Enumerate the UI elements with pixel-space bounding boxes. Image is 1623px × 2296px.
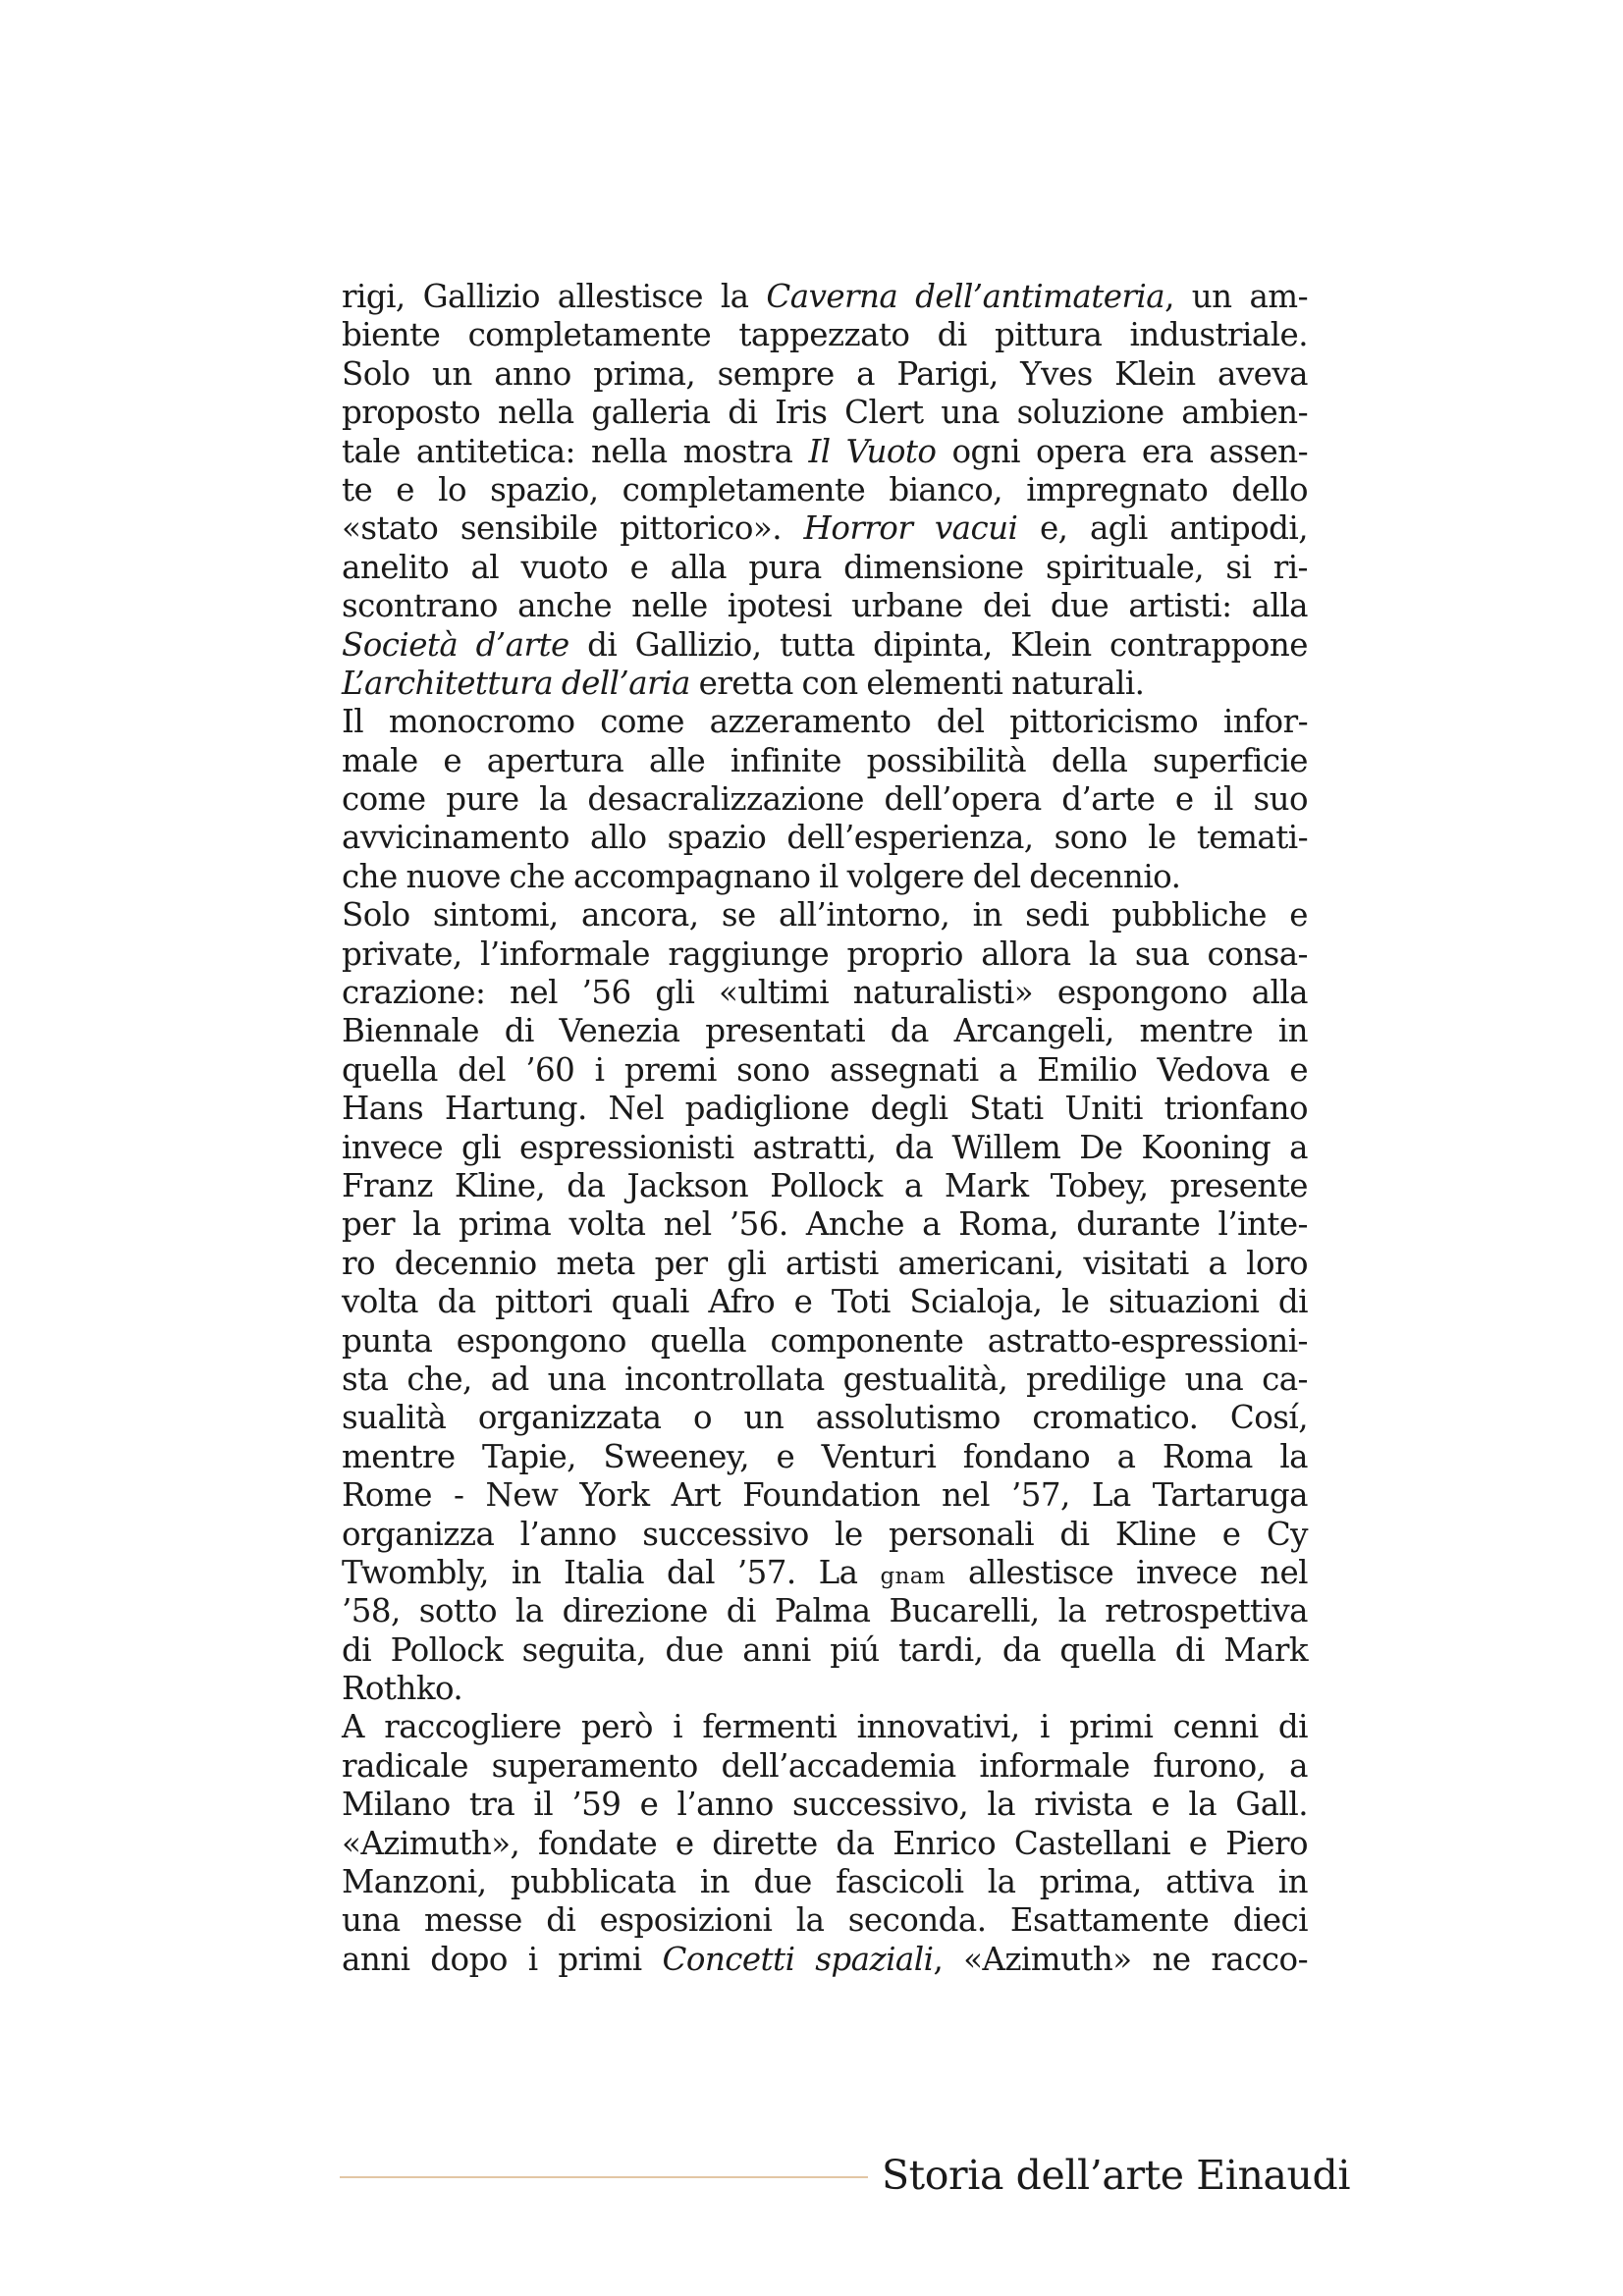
text-line: Solo sintomi, ancora, se all’intorno, in sedi pubbliche e: [342, 896, 1308, 934]
text-line: sualità organizzata o un assolutismo cromatico. Cosí,: [342, 1399, 1308, 1437]
text-line: avvicinamento allo spazio dell’esperienza, sono le temati-: [342, 819, 1308, 857]
text-line: volta da pittori quali Afro e Toti Scialoja, le situazioni di: [342, 1283, 1308, 1321]
text-line: per la prima volta nel ’56. Anche a Roma, durante l’inte-: [342, 1205, 1308, 1244]
italic-title: L’architettura dell’aria: [342, 664, 690, 702]
text-line: come pure la desacralizzazione dell’opera d’arte e il suo: [342, 780, 1308, 819]
text-line: ro decennio meta per gli artisti americani, visitati a loro: [342, 1244, 1308, 1282]
text-line: Hans Hartung. Nel padiglione degli Stati Uniti trionfano: [342, 1090, 1308, 1128]
text-line: «Azimuth», fondate e dirette da Enrico Castellani e Piero: [342, 1824, 1308, 1862]
italic-title: Concetti spaziali: [662, 1940, 934, 1978]
text-line: una messe di esposizioni la seconda. Esattamente dieci: [342, 1901, 1308, 1940]
text-line: private, l’informale raggiunge proprio allora la sua consa-: [342, 934, 1308, 973]
text-line: tale antitetica: nella mostra Il Vuoto ogni opera era assen-: [342, 432, 1309, 470]
small-caps-acronym: gnam: [880, 1563, 947, 1589]
italic-title: Horror vacui: [803, 509, 1018, 548]
text-line: male e apertura alle infinite possibilità della superficie: [342, 741, 1308, 779]
text-line: «stato sensibile pittorico». Horror vacui e, agli antipodi,: [342, 509, 1308, 548]
text-line: radicale superamento dell’accademia informale furono, a: [342, 1746, 1308, 1785]
text-line: biente completamente tappezzato di pittura industriale.: [342, 316, 1308, 354]
text-line: che nuove che accompagnano il volgere del decennio.: [342, 857, 1181, 895]
text-line: sta che, ad una incontrollata gestualità, predilige una ca-: [342, 1360, 1308, 1398]
text-line: A raccogliere però i fermenti innovativi, i primi cenni di: [342, 1708, 1308, 1746]
text-line: di Pollock seguita, due anni piú tardi, da quella di Mark: [342, 1630, 1308, 1669]
text-line: mentre Tapie, Sweeney, e Venturi fondano a Roma la: [342, 1437, 1308, 1475]
text-line: Società d’arte di Gallizio, tutta dipinta, Klein contrappone: [342, 625, 1308, 664]
body-text: [342, 278, 1308, 1979]
italic-title: Caverna dell’antimateria: [766, 278, 1165, 315]
text-line: Solo un anno prima, sempre a Parigi, Yves Klein aveva: [342, 354, 1308, 393]
text-line: invece gli espressionisti astratti, da Willem De Kooning a: [342, 1128, 1308, 1166]
text-line: anni dopo i primi Concetti spaziali, «Azimuth» ne racco-: [342, 1940, 1309, 1978]
text-line: L’architettura dell’aria eretta con elementi naturali.: [342, 664, 1145, 702]
text-line: anelito al vuoto e alla pura dimensione spirituale, si ri-: [342, 548, 1308, 586]
text-line: crazione: nel ’56 gli «ultimi naturalisti» espongono alla: [342, 974, 1308, 1012]
text-line: scontrano anche nelle ipotesi urbane dei due artisti: alla: [342, 587, 1308, 625]
text-line: te e lo spazio, completamente bianco, impregnato dello: [342, 470, 1308, 508]
text-line: quella del ’60 i premi sono assegnati a Emilio Vedova e: [342, 1050, 1308, 1089]
text-line: ’58, sotto la direzione di Palma Bucarelli, la retrospettiva: [342, 1592, 1308, 1630]
text-line: Manzoni, pubblicata in due fascicoli la prima, attiva in: [342, 1863, 1308, 1901]
text-line: Biennale di Venezia presentati da Arcangeli, mentre in: [342, 1012, 1308, 1050]
footer-rule: [340, 2176, 868, 2178]
text-line: Rome - New York Art Foundation nel ’57, La Tartaruga: [342, 1476, 1308, 1515]
text-line: proposto nella galleria di Iris Clert una soluzione ambien-: [342, 394, 1308, 432]
italic-title: Il Vuoto: [808, 432, 937, 470]
text-line: Franz Kline, da Jackson Pollock a Mark Tobey, presente: [342, 1166, 1308, 1204]
text-line: punta espongono quella componente astratto-espressioni-: [342, 1321, 1308, 1360]
text-line: Rothko.: [342, 1670, 463, 1708]
footer-book-title: Storia dell’arte Einaudi: [882, 2152, 1351, 2199]
text-line: Milano tra il ’59 e l’anno successivo, la rivista e la Gall.: [342, 1786, 1308, 1824]
text-line: rigi, Gallizio allestisce la Caverna dell’antimateria, un am-: [342, 278, 1309, 315]
text-line: organizza l’anno successivo le personali di Kline e Cy: [342, 1515, 1308, 1553]
italic-title: Società d’arte: [342, 625, 569, 664]
text-line: Il monocromo come azzeramento del pittoricismo infor-: [342, 703, 1308, 741]
text-line: Twombly, in Italia dal ’57. La gnam allestisce invece nel: [342, 1553, 1309, 1591]
